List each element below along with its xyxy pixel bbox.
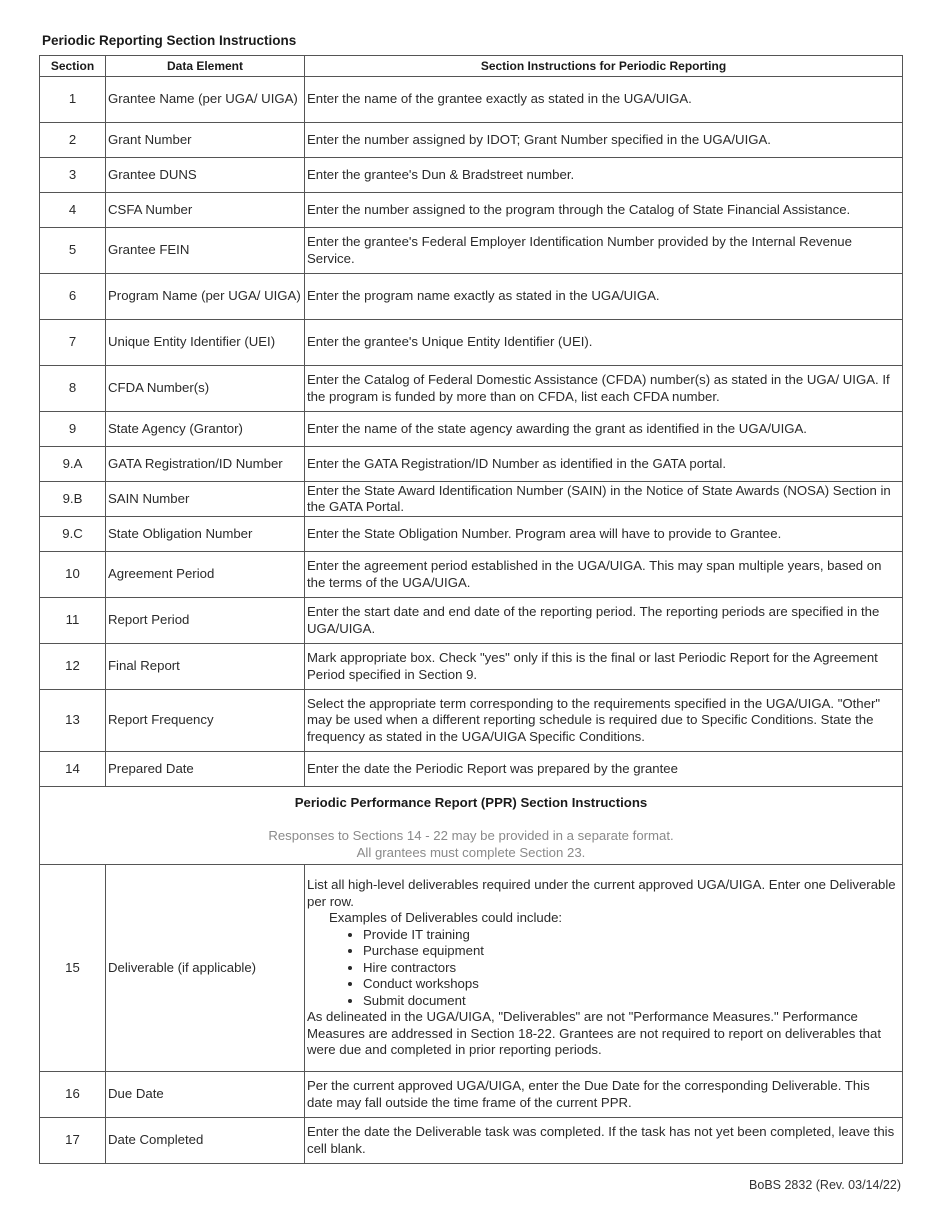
list-item: • Hire contractors <box>363 960 898 977</box>
data-element: Prepared Date <box>106 752 305 787</box>
deliverable-intro: List all high-level deliverables required under the current approved UGA/UIGA. Enter one Deliverable per row. <box>307 877 896 909</box>
header-instructions: Section Instructions for Periodic Reporting <box>305 56 903 77</box>
form-number-footer: BoBS 2832 (Rev. 03/14/22) <box>749 1178 901 1192</box>
data-element: Agreement Period <box>106 552 305 598</box>
examples-heading: Examples of Deliverables could include: <box>329 910 563 926</box>
ppr-title: Periodic Performance Report (PPR) Section Instructions <box>294 794 648 810</box>
section-number: 10 <box>40 552 106 598</box>
instruction-text: Select the appropriate term corresponding to the requirements specified in the UGA/UIGA. "Other" may be used when a different reporting schedule is required due to Specific Conditions. State the frequency as stated in the UGA/UIGA Specific Conditions. <box>305 690 903 752</box>
data-element: Grantee DUNS <box>106 158 305 193</box>
ppr-heading-row <box>40 787 903 865</box>
section-number: 13 <box>40 690 106 752</box>
data-element: State Agency (Grantor) <box>106 412 305 447</box>
table-row <box>40 77 903 123</box>
data-element: Deliverable (if applicable) <box>106 865 305 1072</box>
instruction-text: Enter the GATA Registration/ID Number as identified in the GATA portal. <box>305 447 903 482</box>
data-element: GATA Registration/ID Number <box>106 447 305 482</box>
table-row <box>40 644 903 690</box>
table-row <box>40 1118 903 1164</box>
section-number: 5 <box>40 228 106 274</box>
table-row <box>40 752 903 787</box>
section-number: 11 <box>40 598 106 644</box>
section-number: 8 <box>40 366 106 412</box>
instruction-text: Enter the State Obligation Number. Program area will have to provide to Grantee. <box>305 517 903 552</box>
table-row <box>40 274 903 320</box>
list-item: • Conduct workshops <box>363 976 898 993</box>
section-number: 12 <box>40 644 106 690</box>
instructions-table <box>39 55 903 1164</box>
table-row <box>40 447 903 482</box>
page-title: Periodic Reporting Section Instructions <box>42 33 297 48</box>
table-row <box>40 865 903 1072</box>
list-item: • Provide IT training <box>363 927 898 944</box>
section-number: 2 <box>40 123 106 158</box>
ppr-note-1: Responses to Sections 14 - 22 may be provided in a separate format. <box>268 828 674 844</box>
table-row <box>40 158 903 193</box>
instruction-text: Enter the Catalog of Federal Domestic Assistance (CFDA) number(s) as stated in the UGA/ UIGA. If the program is funded by more than on CFDA, list each CFDA number. <box>305 366 903 412</box>
instruction-text: Enter the State Award Identification Number (SAIN) in the Notice of State Awards (NOSA) Section in the GATA Portal. <box>305 482 903 517</box>
section-number: 9 <box>40 412 106 447</box>
data-element: Due Date <box>106 1072 305 1118</box>
instruction-text <box>305 865 903 1072</box>
data-element: Date Completed <box>106 1118 305 1164</box>
instruction-text: Enter the number assigned by IDOT; Grant Number specified in the UGA/UIGA. <box>305 123 903 158</box>
table-row <box>40 482 903 517</box>
instruction-text: Enter the date the Deliverable task was completed. If the task has not yet been completed, leave this cell blank. <box>305 1118 903 1164</box>
table-header-row <box>40 56 903 77</box>
instruction-text: Enter the grantee's Unique Entity Identifier (UEI). <box>305 320 903 366</box>
section-number: 3 <box>40 158 106 193</box>
ppr-note-2: All grantees must complete Section 23. <box>356 844 586 860</box>
table-row <box>40 228 903 274</box>
instruction-text: Enter the grantee's Dun & Bradstreet number. <box>305 158 903 193</box>
section-number: 7 <box>40 320 106 366</box>
deliverable-closing: As delineated in the UGA/UIGA, "Deliverables" are not "Performance Measures." Performance Measures are addressed in Section 18-22. Grantees are not required to report on deliverables that were due and completed in prior reporting periods. <box>307 1009 881 1058</box>
section-number: 1 <box>40 77 106 123</box>
section-number: 14 <box>40 752 106 787</box>
instruction-text: Mark appropriate box. Check "yes" only if this is the final or last Periodic Report for the Agreement Period specified in Section 9. <box>305 644 903 690</box>
instruction-text: Enter the date the Periodic Report was prepared by the grantee <box>305 752 903 787</box>
table-row <box>40 517 903 552</box>
instruction-text: Enter the program name exactly as stated in the UGA/UIGA. <box>305 274 903 320</box>
instruction-text: Enter the number assigned to the program through the Catalog of State Financial Assistance. <box>305 193 903 228</box>
table-row <box>40 690 903 752</box>
ppr-heading-cell <box>40 787 903 865</box>
table-row <box>40 1072 903 1118</box>
section-number: 16 <box>40 1072 106 1118</box>
list-item: • Submit document <box>363 993 898 1010</box>
data-element: Unique Entity Identifier (UEI) <box>106 320 305 366</box>
table-row <box>40 123 903 158</box>
table-row <box>40 552 903 598</box>
instruction-text: Enter the agreement period established in the UGA/UIGA. This may span multiple years, based on the terms of the UGA/UIGA. <box>305 552 903 598</box>
header-data-element: Data Element <box>106 56 305 77</box>
section-number: 15 <box>40 865 106 1072</box>
data-element: CFDA Number(s) <box>106 366 305 412</box>
section-number: 9.B <box>40 482 106 517</box>
instruction-text: Enter the name of the grantee exactly as stated in the UGA/UIGA. <box>305 77 903 123</box>
section-number: 17 <box>40 1118 106 1164</box>
data-element: CSFA Number <box>106 193 305 228</box>
data-element: Final Report <box>106 644 305 690</box>
section-number: 9.C <box>40 517 106 552</box>
data-element: Grantee Name (per UGA/ UIGA) <box>106 77 305 123</box>
data-element: State Obligation Number <box>106 517 305 552</box>
table-row <box>40 366 903 412</box>
header-section: Section <box>40 56 106 77</box>
examples-list <box>307 927 898 1010</box>
instruction-text: Per the current approved UGA/UIGA, enter the Due Date for the corresponding Deliverable. This date may fall outside the time frame of the current PPR. <box>305 1072 903 1118</box>
table-row <box>40 320 903 366</box>
data-element: Grant Number <box>106 123 305 158</box>
data-element: Report Frequency <box>106 690 305 752</box>
instruction-text: Enter the grantee's Federal Employer Identification Number provided by the Internal Revenue Service. <box>305 228 903 274</box>
data-element: Program Name (per UGA/ UIGA) <box>106 274 305 320</box>
data-element: SAIN Number <box>106 482 305 517</box>
table-row <box>40 412 903 447</box>
table-row <box>40 193 903 228</box>
data-element: Grantee FEIN <box>106 228 305 274</box>
section-number: 4 <box>40 193 106 228</box>
list-item: • Purchase equipment <box>363 943 898 960</box>
table-row <box>40 598 903 644</box>
instruction-text: Enter the start date and end date of the reporting period. The reporting periods are specified in the UGA/UIGA. <box>305 598 903 644</box>
instruction-text: Enter the name of the state agency awarding the grant as identified in the UGA/UIGA. <box>305 412 903 447</box>
section-number: 6 <box>40 274 106 320</box>
data-element: Report Period <box>106 598 305 644</box>
section-number: 9.A <box>40 447 106 482</box>
